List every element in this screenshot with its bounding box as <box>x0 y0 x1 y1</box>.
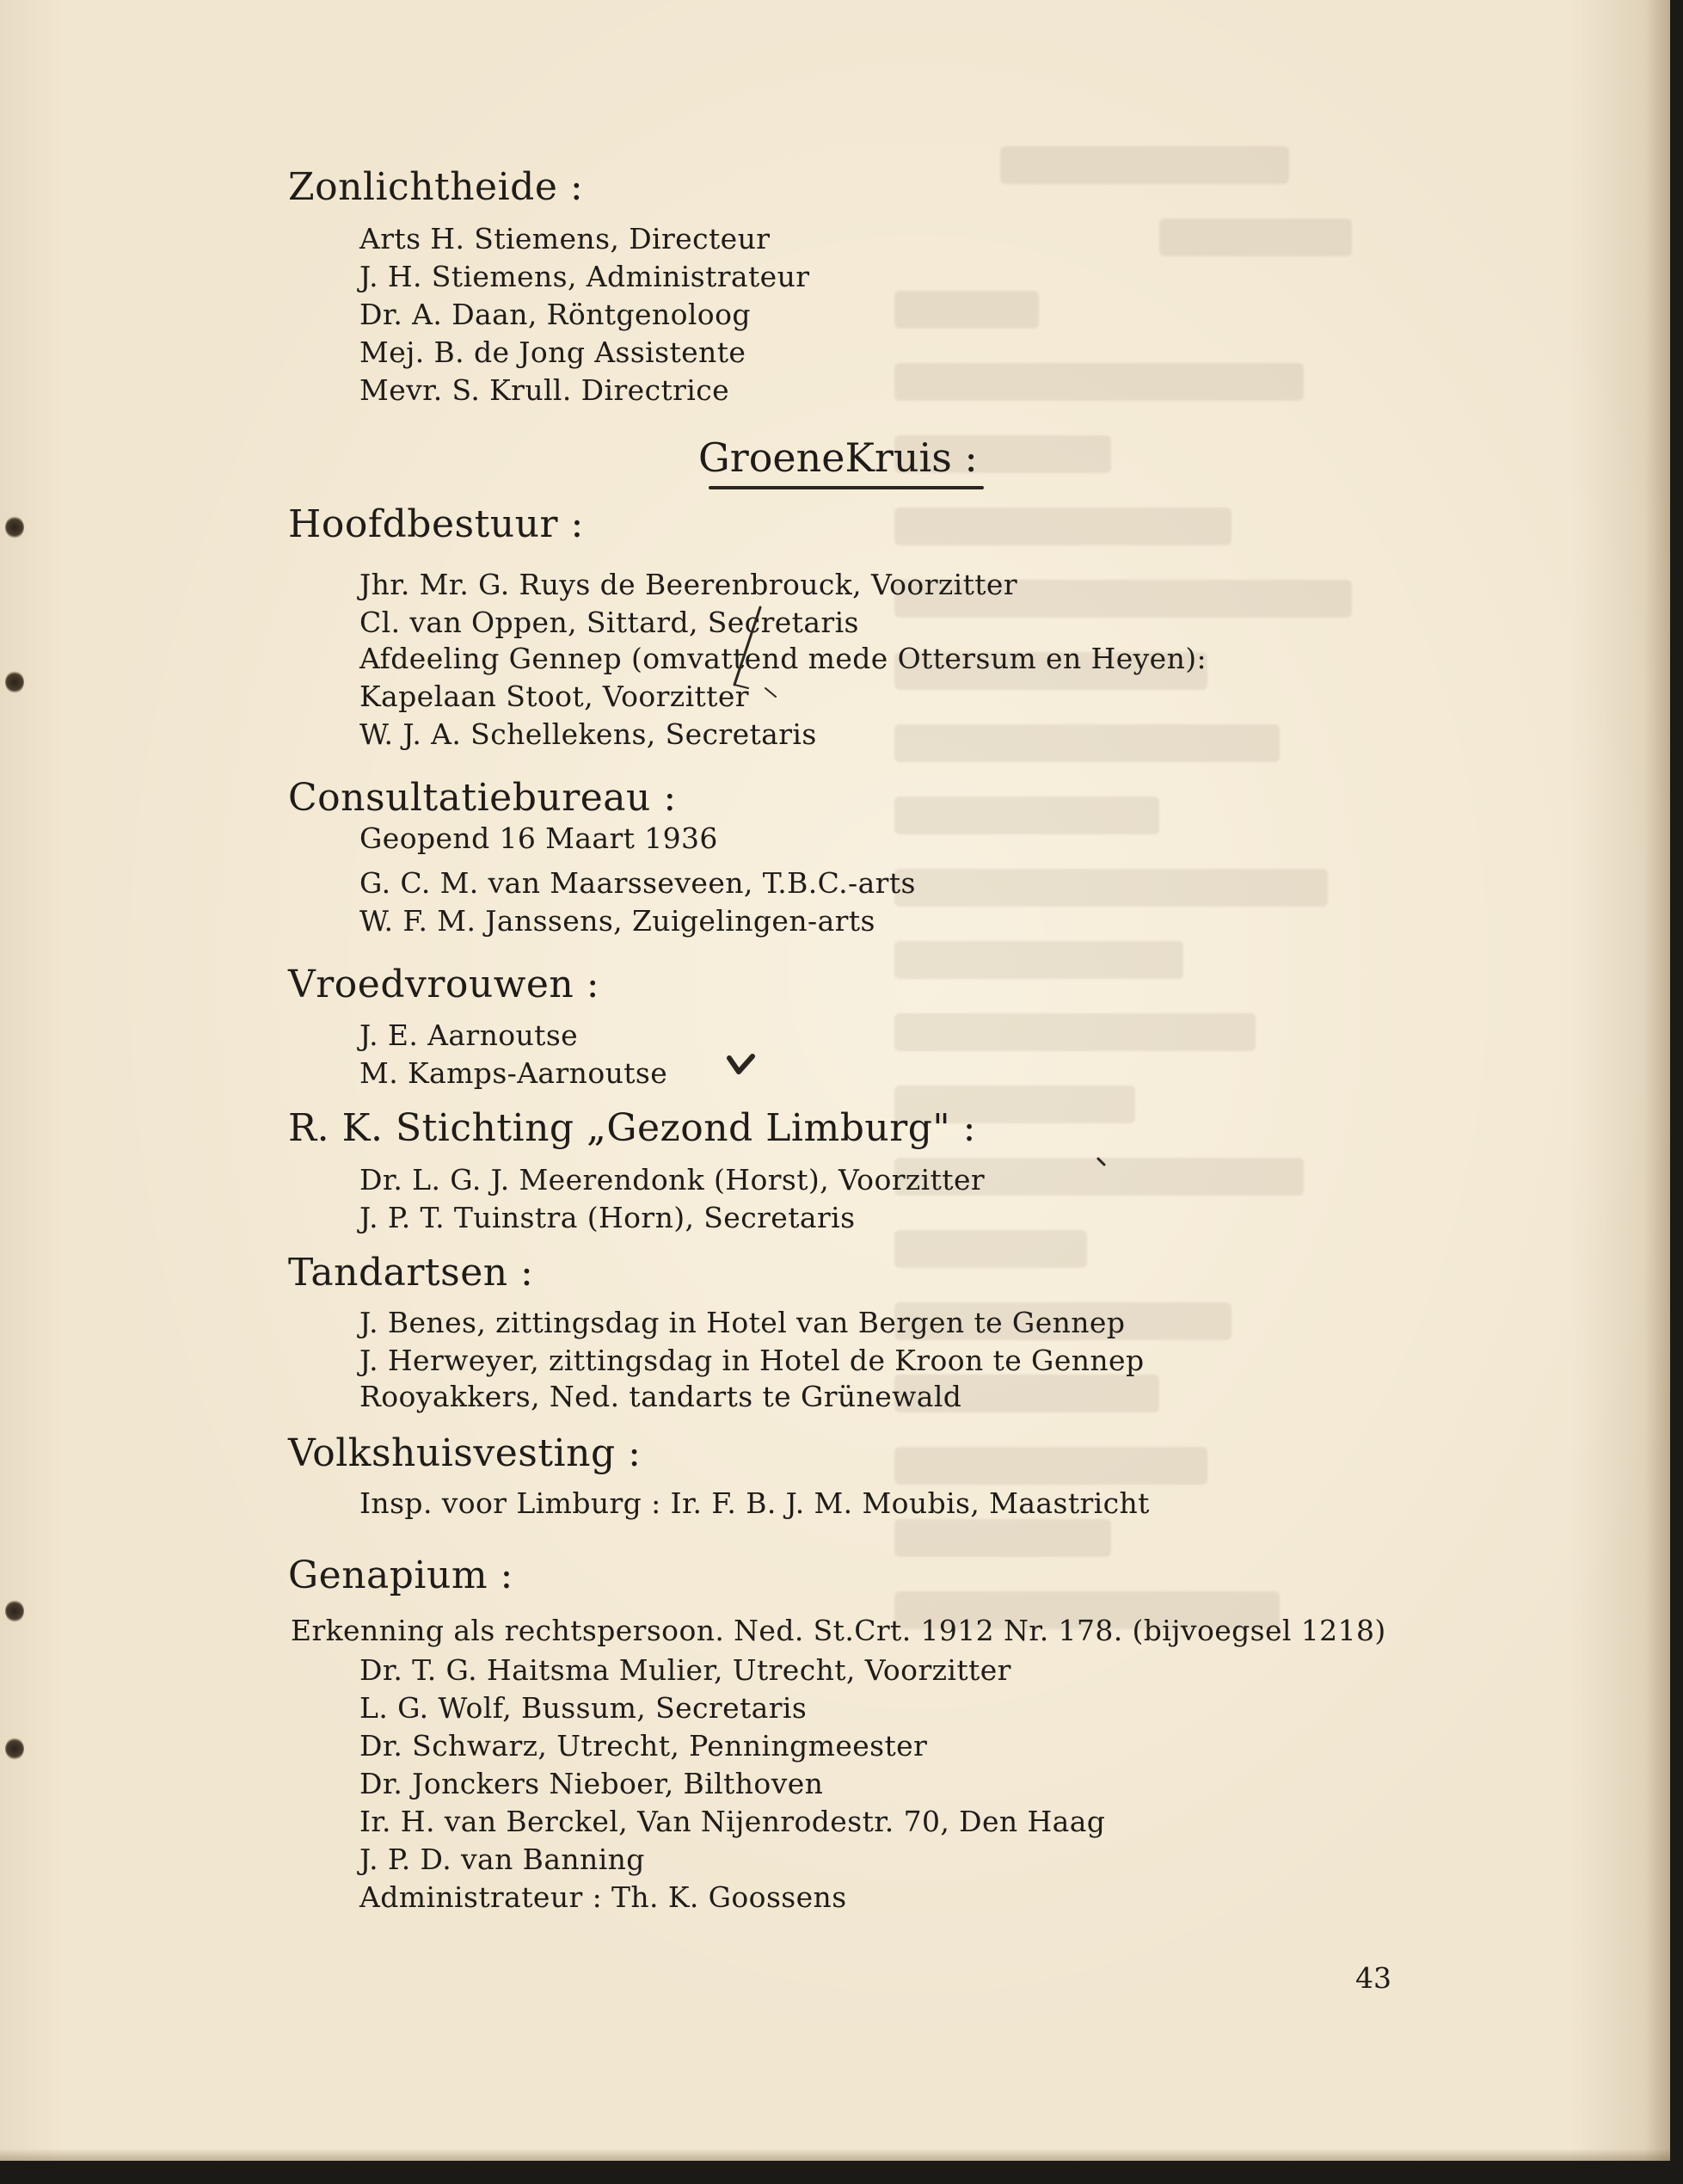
list-item: Dr. A. Daan, Röntgenoloog <box>359 298 751 331</box>
section-heading-tandartsen: Tandartsen : <box>288 1251 534 1295</box>
pencil-tick <box>764 685 781 702</box>
list-item: Rooyakkers, Ned. tandarts te Grünewald <box>359 1380 962 1413</box>
list-item: Afdeeling Gennep (omvattend mede Ottersum en Heyen): <box>359 642 1207 675</box>
list-item: Dr. L. G. J. Meerendonk (Horst), Voorzitter <box>359 1163 986 1197</box>
list-item: Ir. H. van Berckel, Van Nijenrodestr. 70, Den Haag <box>359 1805 1106 1838</box>
list-item: Arts H. Stiemens, Directeur <box>359 222 771 255</box>
section-heading-hoofdbestuur: Hoofdbestuur : <box>288 502 584 546</box>
list-item: G. C. M. van Maarsseveen, T.B.C.-arts <box>359 866 916 900</box>
section-heading-zonlichtheide: Zonlichtheide : <box>288 165 584 209</box>
list-item: Dr. Jonckers Nieboer, Bilthoven <box>359 1767 824 1800</box>
list-item: J. Benes, zittingsdag in Hotel van Bergen te Gennep <box>359 1306 1126 1339</box>
list-item: Administrateur : Th. K. Goossens <box>359 1880 847 1914</box>
list-item: Jhr. Mr. G. Ruys de Beerenbrouck, Voorzitter <box>359 568 1018 601</box>
list-item: Kapelaan Stoot, Voorzitter <box>359 680 749 713</box>
centered-title-groene-kruis: GroeneKruis : <box>698 434 978 481</box>
list-item: L. G. Wolf, Bussum, Secretaris <box>359 1691 808 1725</box>
list-item: W. F. M. Janssens, Zuigelingen-arts <box>359 904 875 938</box>
section-heading-volkshuisvesting: Volkshuisvesting : <box>288 1431 642 1475</box>
check-mark-icon <box>727 1049 758 1077</box>
section-heading-consultatiebureau: Consultatiebureau : <box>288 776 677 820</box>
page-number: 43 <box>1355 1961 1391 1995</box>
list-item: J. E. Aarnoutse <box>359 1018 579 1052</box>
list-item: J. H. Stiemens, Administrateur <box>359 260 810 293</box>
list-item: J. P. T. Tuinstra (Horn), Secretaris <box>359 1201 856 1234</box>
list-item: Cl. van Oppen, Sittard, Secretaris <box>359 606 859 639</box>
list-item: Insp. voor Limburg : Ir. F. B. J. M. Moubis, Maastricht <box>359 1486 1150 1520</box>
list-item: W. J. A. Schellekens, Secretaris <box>359 717 817 751</box>
list-item: Mevr. S. Krull. Directrice <box>359 373 730 407</box>
list-item: J. Herweyer, zittingsdag in Hotel de Kroon te Gennep <box>359 1344 1145 1377</box>
section-heading-genapium: Genapium : <box>288 1553 513 1597</box>
list-item: Dr. Schwarz, Utrecht, Penningmeester <box>359 1729 928 1763</box>
title-underline <box>709 486 984 489</box>
list-item: Mej. B. de Jong Assistente <box>359 335 746 369</box>
pencil-tick <box>1096 1156 1108 1168</box>
list-item: Dr. T. G. Haitsma Mulier, Utrecht, Voorzitter <box>359 1653 1011 1687</box>
pencil-mark <box>722 602 774 697</box>
list-item: M. Kamps-Aarnoutse <box>359 1056 668 1090</box>
section-heading-vroedvrouwen: Vroedvrouwen : <box>288 963 600 1006</box>
list-item: Geopend 16 Maart 1936 <box>359 821 718 855</box>
intro-line: Erkenning als rechtspersoon. Ned. St.Crt. 1912 Nr. 178. (bijvoegsel 1218) <box>291 1614 1386 1647</box>
list-item: J. P. D. van Banning <box>359 1843 645 1876</box>
section-heading-gezond-limburg: R. K. Stichting „Gezond Limburg" : <box>288 1106 976 1150</box>
